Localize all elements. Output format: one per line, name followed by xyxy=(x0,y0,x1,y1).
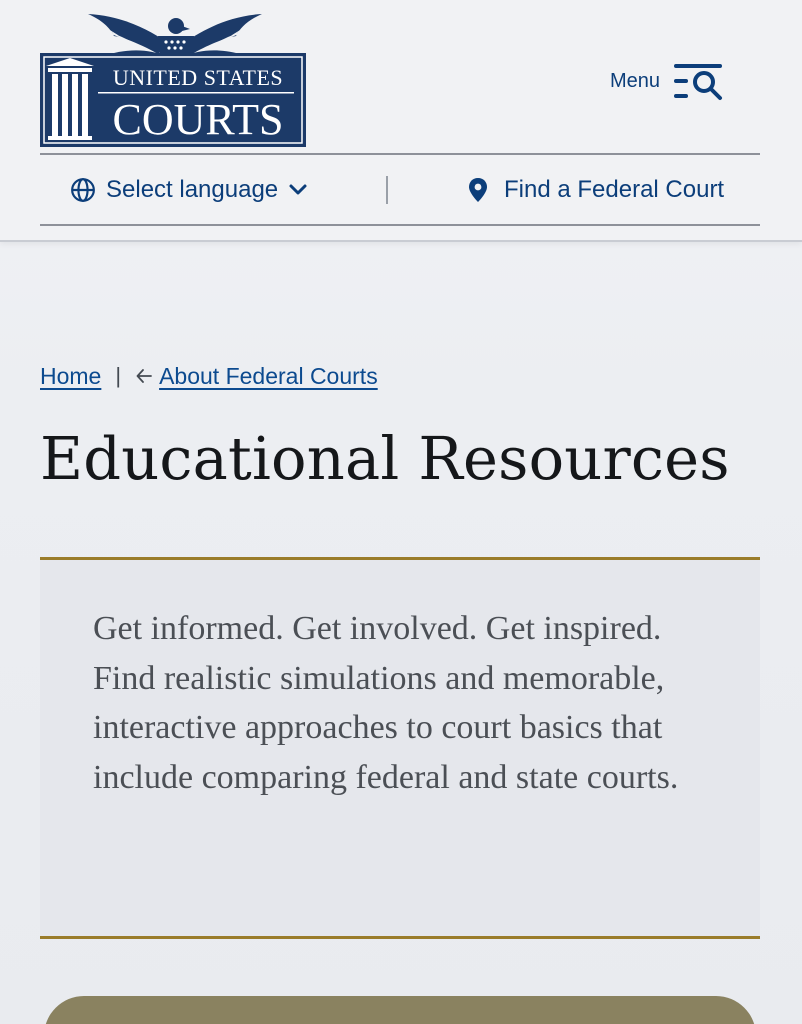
breadcrumb xyxy=(40,358,378,394)
map-pin-icon xyxy=(466,176,490,204)
globe-icon xyxy=(70,177,96,203)
site-header xyxy=(0,0,802,242)
logo-line-2: COURTS xyxy=(112,95,284,144)
intro-text: Get informed. Get involved. Get inspired. Find realistic simulations and memorable, interactive approaches to court basics that include comparing federal and state courts. xyxy=(93,610,679,796)
menu-search-icon xyxy=(672,60,726,102)
breadcrumb-separator: | xyxy=(115,363,122,388)
page-title: Educational Resources xyxy=(40,424,730,493)
united-states-courts-logo xyxy=(40,8,310,148)
breadcrumb-about-federal-courts-link[interactable]: About Federal Courts xyxy=(159,362,378,389)
arrow-left-icon xyxy=(135,367,153,385)
intro-callout xyxy=(40,557,760,939)
header-link-separator xyxy=(386,176,388,204)
eagle-emblem xyxy=(88,14,262,59)
header-divider-bottom xyxy=(40,224,760,226)
select-language-label: Select language xyxy=(106,176,279,203)
header-divider-top xyxy=(40,153,760,155)
breadcrumb-parent xyxy=(135,363,378,390)
breadcrumb-home-link[interactable]: Home xyxy=(40,362,102,389)
menu-button[interactable] xyxy=(610,58,740,104)
find-federal-court-label: Find a Federal Court xyxy=(504,176,725,203)
resource-card[interactable] xyxy=(44,996,756,1024)
chevron-down-icon xyxy=(288,183,308,197)
menu-label: Menu xyxy=(610,69,661,92)
find-federal-court-link[interactable] xyxy=(466,170,724,210)
site-logo[interactable] xyxy=(40,8,310,148)
logo-line-1: UNITED STATES xyxy=(112,65,284,90)
select-language-button[interactable] xyxy=(70,170,308,210)
